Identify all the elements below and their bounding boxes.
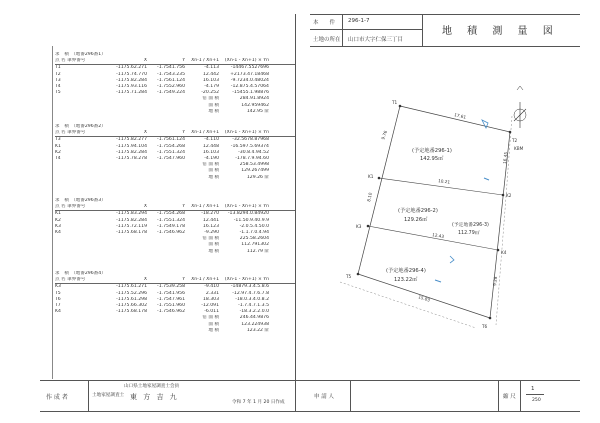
table-cell: -1175.83.294 bbox=[116, 211, 147, 217]
table-cell bbox=[55, 328, 67, 334]
footer-vsep2 bbox=[350, 380, 351, 411]
table-cell: -4.190 bbox=[204, 155, 219, 161]
table-cell: -18.3.2.2.0.0 bbox=[239, 309, 269, 315]
header-vsep2 bbox=[422, 14, 423, 46]
table-cell: 倍 面 積 bbox=[202, 315, 219, 321]
table-head: 点 名 筆界番号 X Y Xn-1 / Xn+1 (Xn-1 - Xn+1) × Yn bbox=[55, 204, 295, 211]
survey-mark-icon bbox=[450, 256, 454, 263]
vertex-point bbox=[502, 194, 505, 197]
table-head: 点 名 筆界番号 X Y Xn-1 / Xn+1 (Xn-1 - Xn+1) × Yn bbox=[55, 130, 295, 137]
table-cell: 123.224938 bbox=[241, 321, 269, 327]
table-cell: -1175.72.119 bbox=[116, 223, 147, 229]
table-cell: 129.267499 bbox=[241, 168, 269, 174]
table-title: 求 積 （地番296番3） bbox=[55, 198, 106, 203]
table-cell: T5 bbox=[55, 90, 61, 96]
survey-map bbox=[300, 60, 590, 370]
table-cell: +2173.47.18468 bbox=[230, 71, 269, 77]
table-cell bbox=[67, 109, 109, 115]
table-cell: -11.50.9.40.9.9 bbox=[233, 217, 269, 223]
table-cell: -9.290 bbox=[204, 229, 219, 235]
point-label: K1 bbox=[368, 174, 374, 179]
table-cell: 地 積 bbox=[208, 174, 219, 180]
table-cell: -9.410 bbox=[204, 284, 219, 290]
table-cell: -14467.5527696 bbox=[230, 65, 269, 71]
table-cell: T2 bbox=[55, 71, 61, 77]
header-bottom-rule bbox=[310, 46, 580, 47]
parcel-area: 129.26㎡ bbox=[404, 217, 428, 223]
table-cell: -1.7539.258 bbox=[157, 284, 185, 290]
table-cell bbox=[67, 328, 109, 334]
table-cell: 284.91.8924 bbox=[239, 96, 269, 102]
table-cell: -1175.82.277 bbox=[116, 137, 147, 143]
table-cell: 面 積 bbox=[208, 242, 219, 248]
table-cell: 246.44.9876 bbox=[239, 315, 269, 321]
table-cell: T3 bbox=[55, 77, 61, 83]
header-vsep1 bbox=[342, 14, 343, 46]
table-cell: -1.7541.956 bbox=[157, 290, 185, 296]
table-cell: 16.103 bbox=[202, 77, 219, 83]
table-cell bbox=[109, 328, 147, 334]
dimension-label: 15.83 bbox=[417, 294, 431, 303]
vertex-point bbox=[367, 225, 370, 228]
table-cell: -1.7549.178 bbox=[157, 223, 185, 229]
table-cell: 2.331 bbox=[205, 290, 219, 296]
center-divider bbox=[295, 14, 296, 412]
table-cell: -15455.1.98876 bbox=[232, 90, 269, 96]
table-title: 求 積 （地番296番4） bbox=[55, 271, 106, 276]
point-label: K4 bbox=[501, 250, 507, 255]
table-cell bbox=[55, 249, 67, 255]
creator-name: 東 方 吉 九 bbox=[130, 393, 179, 401]
survey-mark-icon bbox=[484, 178, 489, 180]
field2-value: 山口市大字仁保三丁目 bbox=[348, 37, 404, 43]
table-cell: -1.7546.962 bbox=[157, 309, 185, 315]
table-cell bbox=[147, 109, 185, 115]
table-cell: -1.7543.235 bbox=[157, 71, 185, 77]
table-cell: -9.7234.0.48024 bbox=[230, 77, 269, 83]
table-cell: 面 積 bbox=[208, 168, 219, 174]
table-cell: 142.959462 bbox=[241, 102, 269, 108]
table-cell: 16.103 bbox=[202, 149, 219, 155]
table-cell bbox=[147, 328, 185, 334]
table-cell: -1175.66.302 bbox=[116, 302, 147, 308]
table-cell bbox=[147, 249, 185, 255]
table-cell: -1175.94.104 bbox=[116, 143, 147, 149]
table-cell: T3 bbox=[55, 137, 61, 143]
table-cell: -6.011 bbox=[204, 309, 219, 315]
table-cell: K1 bbox=[55, 211, 61, 217]
table-cell: -1175.82.284 bbox=[116, 149, 147, 155]
table-cell: K3 bbox=[55, 223, 61, 229]
creation-date: 令和 7 年 1 月 20 日作成 bbox=[232, 400, 285, 405]
parcel-label: (予定地番296-3) bbox=[452, 223, 489, 228]
footer-vsep4 bbox=[520, 380, 521, 411]
table-cell: K3 bbox=[55, 284, 61, 290]
table-cell: T4 bbox=[55, 155, 61, 161]
point-label: KBM bbox=[514, 146, 524, 151]
table-cell: -1175.82.284 bbox=[116, 77, 147, 83]
point-label: T6 bbox=[482, 324, 488, 329]
table-cell: -2.0.5.4.50.0 bbox=[239, 223, 269, 229]
area-table-2 bbox=[55, 124, 295, 181]
point-label: T2 bbox=[512, 138, 518, 143]
table-cell bbox=[109, 175, 147, 181]
dimension-label: 16.45 bbox=[502, 151, 509, 165]
table-cell: -1.7549.224 bbox=[157, 90, 185, 96]
blue-survey-marks bbox=[435, 120, 489, 282]
north-arrow-lines bbox=[514, 102, 526, 128]
table-cell: -1.7.4.7.1.3.5 bbox=[238, 302, 269, 308]
scale-fraction-bar bbox=[526, 394, 544, 395]
table-cell: -1.7561.124 bbox=[157, 77, 185, 83]
table-cell: T5 bbox=[55, 290, 61, 296]
table-cell: K4 bbox=[55, 309, 61, 315]
table-row bbox=[55, 249, 295, 255]
table-cell: 12.448 bbox=[202, 143, 219, 149]
table-cell: -1.7541.756 bbox=[157, 65, 185, 71]
table-cell: -1.7554.268 bbox=[157, 143, 185, 149]
table-cell: -1175.61.271 bbox=[116, 284, 147, 290]
table-cell: 142.95 ㎡ bbox=[246, 108, 269, 114]
table-cell: -1175.62.271 bbox=[116, 65, 147, 71]
table-cell: 面 積 bbox=[208, 321, 219, 327]
parcel-area: 123.22㎡ bbox=[394, 277, 418, 283]
scale-label: 縮 尺 bbox=[503, 394, 516, 400]
field1-value: 296-1-7 bbox=[348, 18, 370, 24]
table-cell: -4.179 bbox=[204, 83, 219, 89]
area-table-1 bbox=[55, 52, 295, 115]
footer-vsep3 bbox=[498, 380, 499, 411]
left-frame-rule bbox=[52, 46, 53, 379]
creator-role: 土地家屋調査士 bbox=[92, 393, 125, 398]
header-mid-rule bbox=[310, 29, 422, 30]
table-cell: -1.7551.960 bbox=[157, 302, 185, 308]
table-cell: 地 積 bbox=[208, 327, 219, 333]
vertex-point bbox=[497, 249, 500, 252]
division-line-2 bbox=[368, 226, 498, 250]
table-cell: -20.252 bbox=[201, 90, 219, 96]
table-cell: -4.113 bbox=[204, 65, 219, 71]
table-cell: 16.123 bbox=[202, 223, 219, 229]
survey-mark-icon bbox=[435, 280, 441, 282]
table-cell: -1.7547.960 bbox=[157, 155, 185, 161]
parcel-label: (予定地番296-4) bbox=[386, 268, 426, 274]
footer-vsep1 bbox=[88, 380, 89, 411]
table-head: 点 名 筆界番号 X Y Xn-1 / Xn+1 (Xn-1 - Xn+1) × Yn bbox=[55, 58, 295, 65]
dimension-label: 9.76 bbox=[380, 129, 389, 141]
table-cell: -1.7551.324 bbox=[157, 149, 185, 155]
north-arrow-icon bbox=[514, 86, 526, 128]
table-cell: -1175.93.116 bbox=[116, 83, 147, 89]
table-cell: -1175.68.178 bbox=[116, 229, 147, 235]
footer-bottom-rule bbox=[40, 411, 580, 412]
point-label: K3 bbox=[356, 224, 362, 229]
table-cell: T7 bbox=[55, 302, 61, 308]
area-table-3 bbox=[55, 198, 295, 255]
table-cell: -1175.71.284 bbox=[116, 90, 147, 96]
vertex-point bbox=[378, 177, 381, 180]
point-label: T5 bbox=[346, 274, 352, 279]
table-cell bbox=[147, 175, 185, 181]
dimension-label: 9.28 bbox=[492, 276, 498, 287]
table-row bbox=[55, 175, 295, 181]
table-cell: 112.791302 bbox=[241, 242, 269, 248]
dimension-label: 10.21 bbox=[437, 178, 451, 185]
parcel-label: (予定地番296-2) bbox=[398, 208, 438, 214]
table-cell: K2 bbox=[55, 149, 61, 155]
table-cell: -1.7547.961 bbox=[157, 296, 185, 302]
table-cell bbox=[55, 109, 67, 115]
table-cell: 倍 面 積 bbox=[202, 236, 219, 242]
vertex-point bbox=[509, 131, 512, 134]
table-cell: -16.597.5.69374 bbox=[230, 143, 269, 149]
page-title: 地 積 測 量 図 bbox=[442, 26, 559, 37]
table-cell: 地 積 bbox=[208, 248, 219, 254]
table-cell: T1 bbox=[55, 65, 61, 71]
table-cell: 129.26 ㎡ bbox=[246, 174, 269, 180]
table-cell: 面 積 bbox=[208, 102, 219, 108]
table-cell: 地 積 bbox=[208, 108, 219, 114]
table-row bbox=[55, 328, 295, 334]
vertex-point bbox=[399, 105, 402, 108]
table-cell bbox=[109, 249, 147, 255]
table-cell: -1175.61.298 bbox=[116, 296, 147, 302]
table-cell: 225.58.2604 bbox=[239, 236, 269, 242]
table-cell: -1175.74.770 bbox=[116, 71, 147, 77]
field2-label: 土地の所在 bbox=[313, 37, 341, 43]
parcel-area: 112.79㎡ bbox=[458, 231, 480, 236]
scale-numerator: 1 bbox=[531, 386, 535, 392]
table-cell: -1.7561.124 bbox=[157, 137, 185, 143]
parcel-label: (予定地番296-1) bbox=[412, 148, 452, 154]
table-cell: -14879.3.4.5.8.6 bbox=[230, 284, 269, 290]
applicant-label: 申 請 人 bbox=[314, 394, 334, 400]
vertex-point bbox=[489, 317, 492, 320]
table-cell: K1 bbox=[55, 143, 61, 149]
table-cell: -13.8294.0.84920 bbox=[227, 211, 269, 217]
scale-denominator: 250 bbox=[532, 398, 541, 403]
table-cell: 12.442 bbox=[202, 71, 219, 77]
table-cell: T4 bbox=[55, 83, 61, 89]
table-cell bbox=[55, 175, 67, 181]
point-label: T1 bbox=[392, 100, 398, 105]
table-head: 点 名 筆界番号 X Y Xn-1 / Xn+1 (Xn-1 - Xn+1) × Yn bbox=[55, 277, 295, 284]
table-cell: -32.5678.87968 bbox=[232, 137, 269, 143]
table-cell: -1.1.7.0.4.94 bbox=[239, 229, 269, 235]
table-cell: -1.7552.960 bbox=[157, 83, 185, 89]
table-cell: -1.7554.268 bbox=[157, 211, 185, 217]
table-title: 求 積 （地番296番2） bbox=[55, 124, 106, 129]
table-cell: -18.0.3.4.0.8.2 bbox=[235, 296, 269, 302]
table-cell: -12.97.4.7.6.7.8 bbox=[232, 290, 269, 296]
table-cell: -12.875.4.57064 bbox=[230, 83, 269, 89]
table-cell: 258.53.4998 bbox=[239, 162, 269, 168]
north-arrow-tip bbox=[517, 86, 523, 90]
lower-edge bbox=[340, 282, 476, 328]
parcel-area: 142.95㎡ bbox=[420, 156, 444, 162]
table-cell: 倍 面 積 bbox=[202, 96, 219, 102]
table-cell: -30.8.4.94.52 bbox=[238, 149, 269, 155]
creator-label: 作 成 者 bbox=[46, 394, 68, 401]
table-cell: -1175.78.278 bbox=[116, 155, 147, 161]
point-label: K2 bbox=[506, 193, 512, 198]
creator-org: 山口県土地家屋調査士会員 bbox=[124, 384, 180, 389]
table-cell: K4 bbox=[55, 229, 61, 235]
dimension-label: 17.61 bbox=[453, 112, 467, 120]
table-cell bbox=[67, 249, 109, 255]
footer-top-rule bbox=[40, 380, 580, 381]
table-cell: T6 bbox=[55, 296, 61, 302]
table-cell: -12.091 bbox=[201, 302, 219, 308]
table-cell: 112.79 ㎡ bbox=[246, 248, 269, 254]
dimension-label: 8.10 bbox=[366, 192, 373, 203]
table-cell bbox=[109, 109, 147, 115]
table-cell: 倍 面 積 bbox=[202, 162, 219, 168]
table-cell: -18.270 bbox=[201, 211, 219, 217]
table-row bbox=[55, 109, 295, 115]
table-cell: K2 bbox=[55, 217, 61, 223]
field1-label: 本 件 bbox=[313, 20, 336, 26]
table-cell: 123.22 ㎡ bbox=[246, 327, 269, 333]
table-cell bbox=[67, 175, 109, 181]
area-table-4 bbox=[55, 271, 295, 334]
header-top-rule bbox=[310, 14, 580, 15]
vertex-point bbox=[357, 273, 360, 276]
table-cell: 12.441 bbox=[202, 217, 219, 223]
table-cell: -1175.82.284 bbox=[116, 217, 147, 223]
table-title: 求 積 （地番296番1） bbox=[55, 52, 106, 57]
table-cell: -1.7551.324 bbox=[157, 217, 185, 223]
road-edge bbox=[496, 116, 512, 325]
table-cell: -178.7.9.94.60 bbox=[235, 155, 269, 161]
dimension-label: 12.43 bbox=[431, 232, 445, 240]
table-cell: -1.7546.962 bbox=[157, 229, 185, 235]
table-cell: 18.303 bbox=[202, 296, 219, 302]
table-cell: -1175.68.178 bbox=[116, 309, 147, 315]
table-cell: -4.110 bbox=[204, 137, 219, 143]
table-cell: -1175.52.296 bbox=[116, 290, 147, 296]
